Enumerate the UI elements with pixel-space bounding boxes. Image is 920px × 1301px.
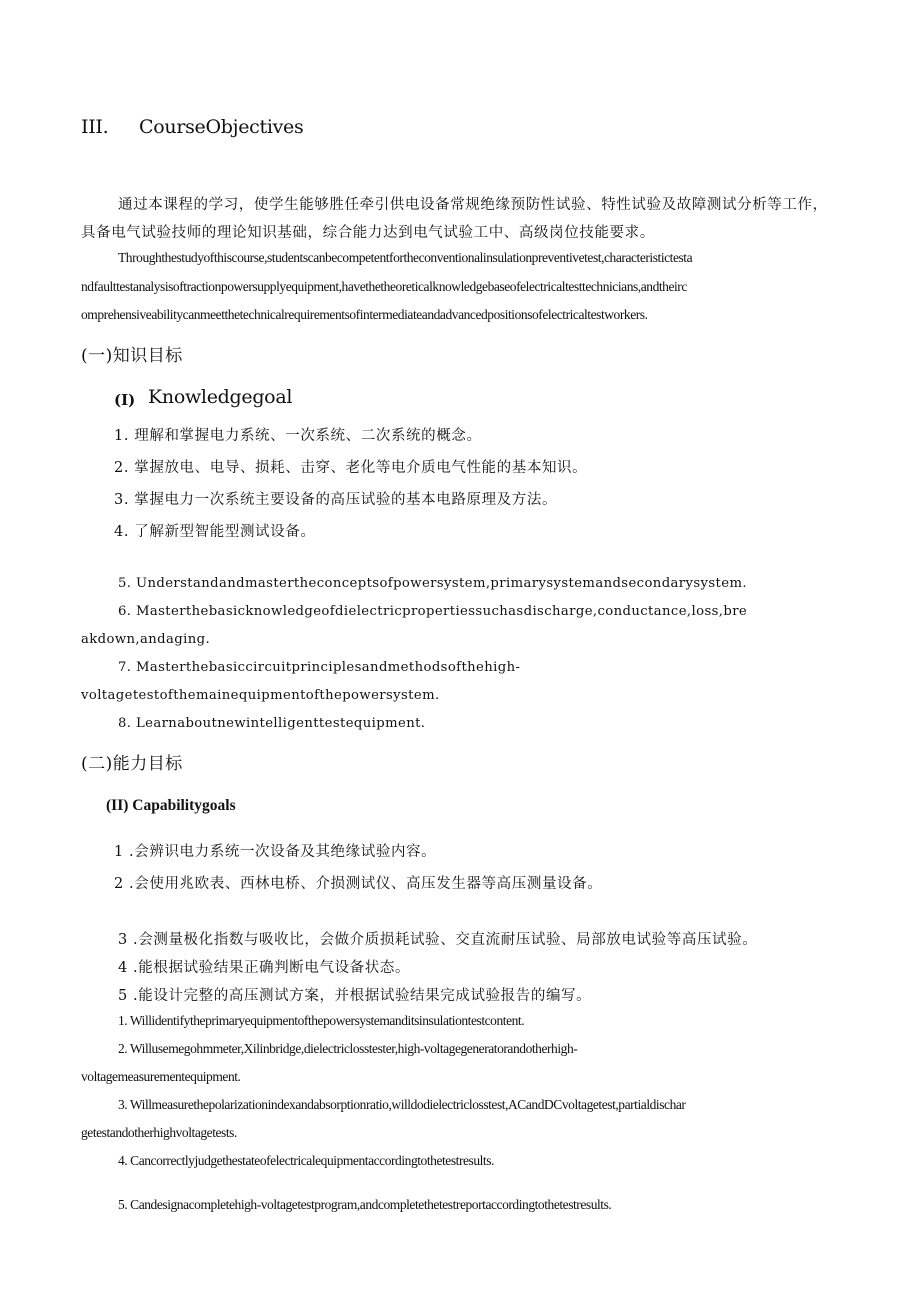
section-number: III. — [81, 116, 109, 138]
knowledge-heading-en-text: Knowledgegoal — [148, 386, 293, 408]
capability-item-cn-3: 3 .会测量极化指数与吸收比，会做介质损耗试验、交直流耐压试验、局部放电试验等高压试验。 — [118, 932, 758, 948]
capability-item-en-3-cont: getestandotherhighvoltagetests. — [81, 1125, 237, 1140]
knowledge-heading-cn: (一)知识目标 — [81, 346, 183, 366]
intro-en-line-2: ndfaulttestanalysisoftractionpowersupplyequipment,havethetheoreticalknowledgebaseofelectricaltesttechnicians,andtheirc — [81, 279, 687, 294]
intro-cn-line-1: 通过本课程的学习，使学生能够胜任牵引供电设备常规绝缘预防性试验、特性试验及故障测试分析等工作， — [118, 197, 828, 213]
knowledge-item-en-8: 8. Learnaboutnewintelligenttestequipment. — [118, 716, 426, 731]
capability-item-cn-5: 5 .能设计完整的高压测试方案，并根据试验结果完成试验报告的编写。 — [118, 988, 592, 1004]
knowledge-item-en-7: 7. Masterthebasiccircuitprinciplesandmethodsofthehigh- — [118, 660, 521, 675]
knowledge-heading-en-number: (I) — [114, 391, 136, 409]
knowledge-item-en-5: 5. Understandandmastertheconceptsofpowersystem,primarysystemandsecondarysystem. — [118, 576, 747, 591]
knowledge-item-cn-2: 2. 掌握放电、电导、损耗、击穿、老化等电介质电气性能的基本知识。 — [114, 460, 588, 476]
capability-item-en-5: 5. Candesignacompletehigh-voltagetestprogram,andcompletethetestreportaccordingtothetestresults. — [118, 1197, 612, 1212]
intro-cn-line-2: 具备电气试验技师的理论知识基础，综合能力达到电气试验工中、高级岗位技能要求。 — [81, 225, 655, 241]
intro-en-line-3: omprehensiveabilitycanmeetthetechnicalrequirementsofintermediateandadvancedpositionsofelectricaltestworkers. — [81, 307, 648, 322]
capability-item-cn-4: 4 .能根据试验结果正确判断电气设备状态。 — [118, 960, 411, 976]
capability-item-cn-2: 2 .会使用兆欧表、西林电桥、介损测试仪、高压发生器等高压测量设备。 — [114, 876, 603, 892]
knowledge-item-en-7-cont: voltagetestofthemainequipmentofthepowersystem. — [81, 688, 440, 703]
capability-item-en-3: 3. Willmeasurethepolarizationindexandabsorptionratio,willdodielectriclosstest,ACandDCvoltagetest,partialdischar — [118, 1097, 686, 1112]
capability-item-en-2: 2. Willusemegohmmeter,Xilinbridge,dielectriclosstester,high-voltagegeneratorandotherhigh- — [118, 1041, 578, 1056]
capability-heading-cn: (二)能力目标 — [81, 754, 183, 774]
capability-item-cn-1: 1 .会辨识电力系统一次设备及其绝缘试验内容。 — [114, 844, 437, 860]
section-title: CourseObjectives — [139, 116, 304, 138]
intro-en-line-1: Throughthestudyofthiscourse,studentscanbecompetentfortheconventionalinsulationpreventivetest,characteristictesta — [118, 250, 693, 265]
capability-item-en-2-cont: voltagemeasurementequipment. — [81, 1069, 241, 1084]
knowledge-item-cn-4: 4. 了解新型智能型测试设备。 — [114, 524, 316, 540]
knowledge-item-en-6: 6. Masterthebasicknowledgeofdielectricpropertiessuchasdischarge,conductance,loss,bre — [118, 604, 748, 619]
capability-item-en-1: 1. Willidentifytheprimaryequipmentofthepowersystemanditsinsulationtestcontent. — [118, 1013, 525, 1028]
capability-heading-en: (II) Capabilitygoals — [106, 797, 236, 814]
knowledge-item-cn-1: 1. 理解和掌握电力系统、一次系统、二次系统的概念。 — [114, 428, 482, 444]
capability-item-en-4: 4. Cancorrectlyjudgethestateofelectricalequipmentaccordingtothetestresults. — [118, 1153, 494, 1168]
knowledge-item-cn-3: 3. 掌握电力一次系统主要设备的高压试验的基本电路原理及方法。 — [114, 492, 558, 508]
knowledge-item-en-6-cont: akdown,andaging. — [81, 632, 211, 647]
